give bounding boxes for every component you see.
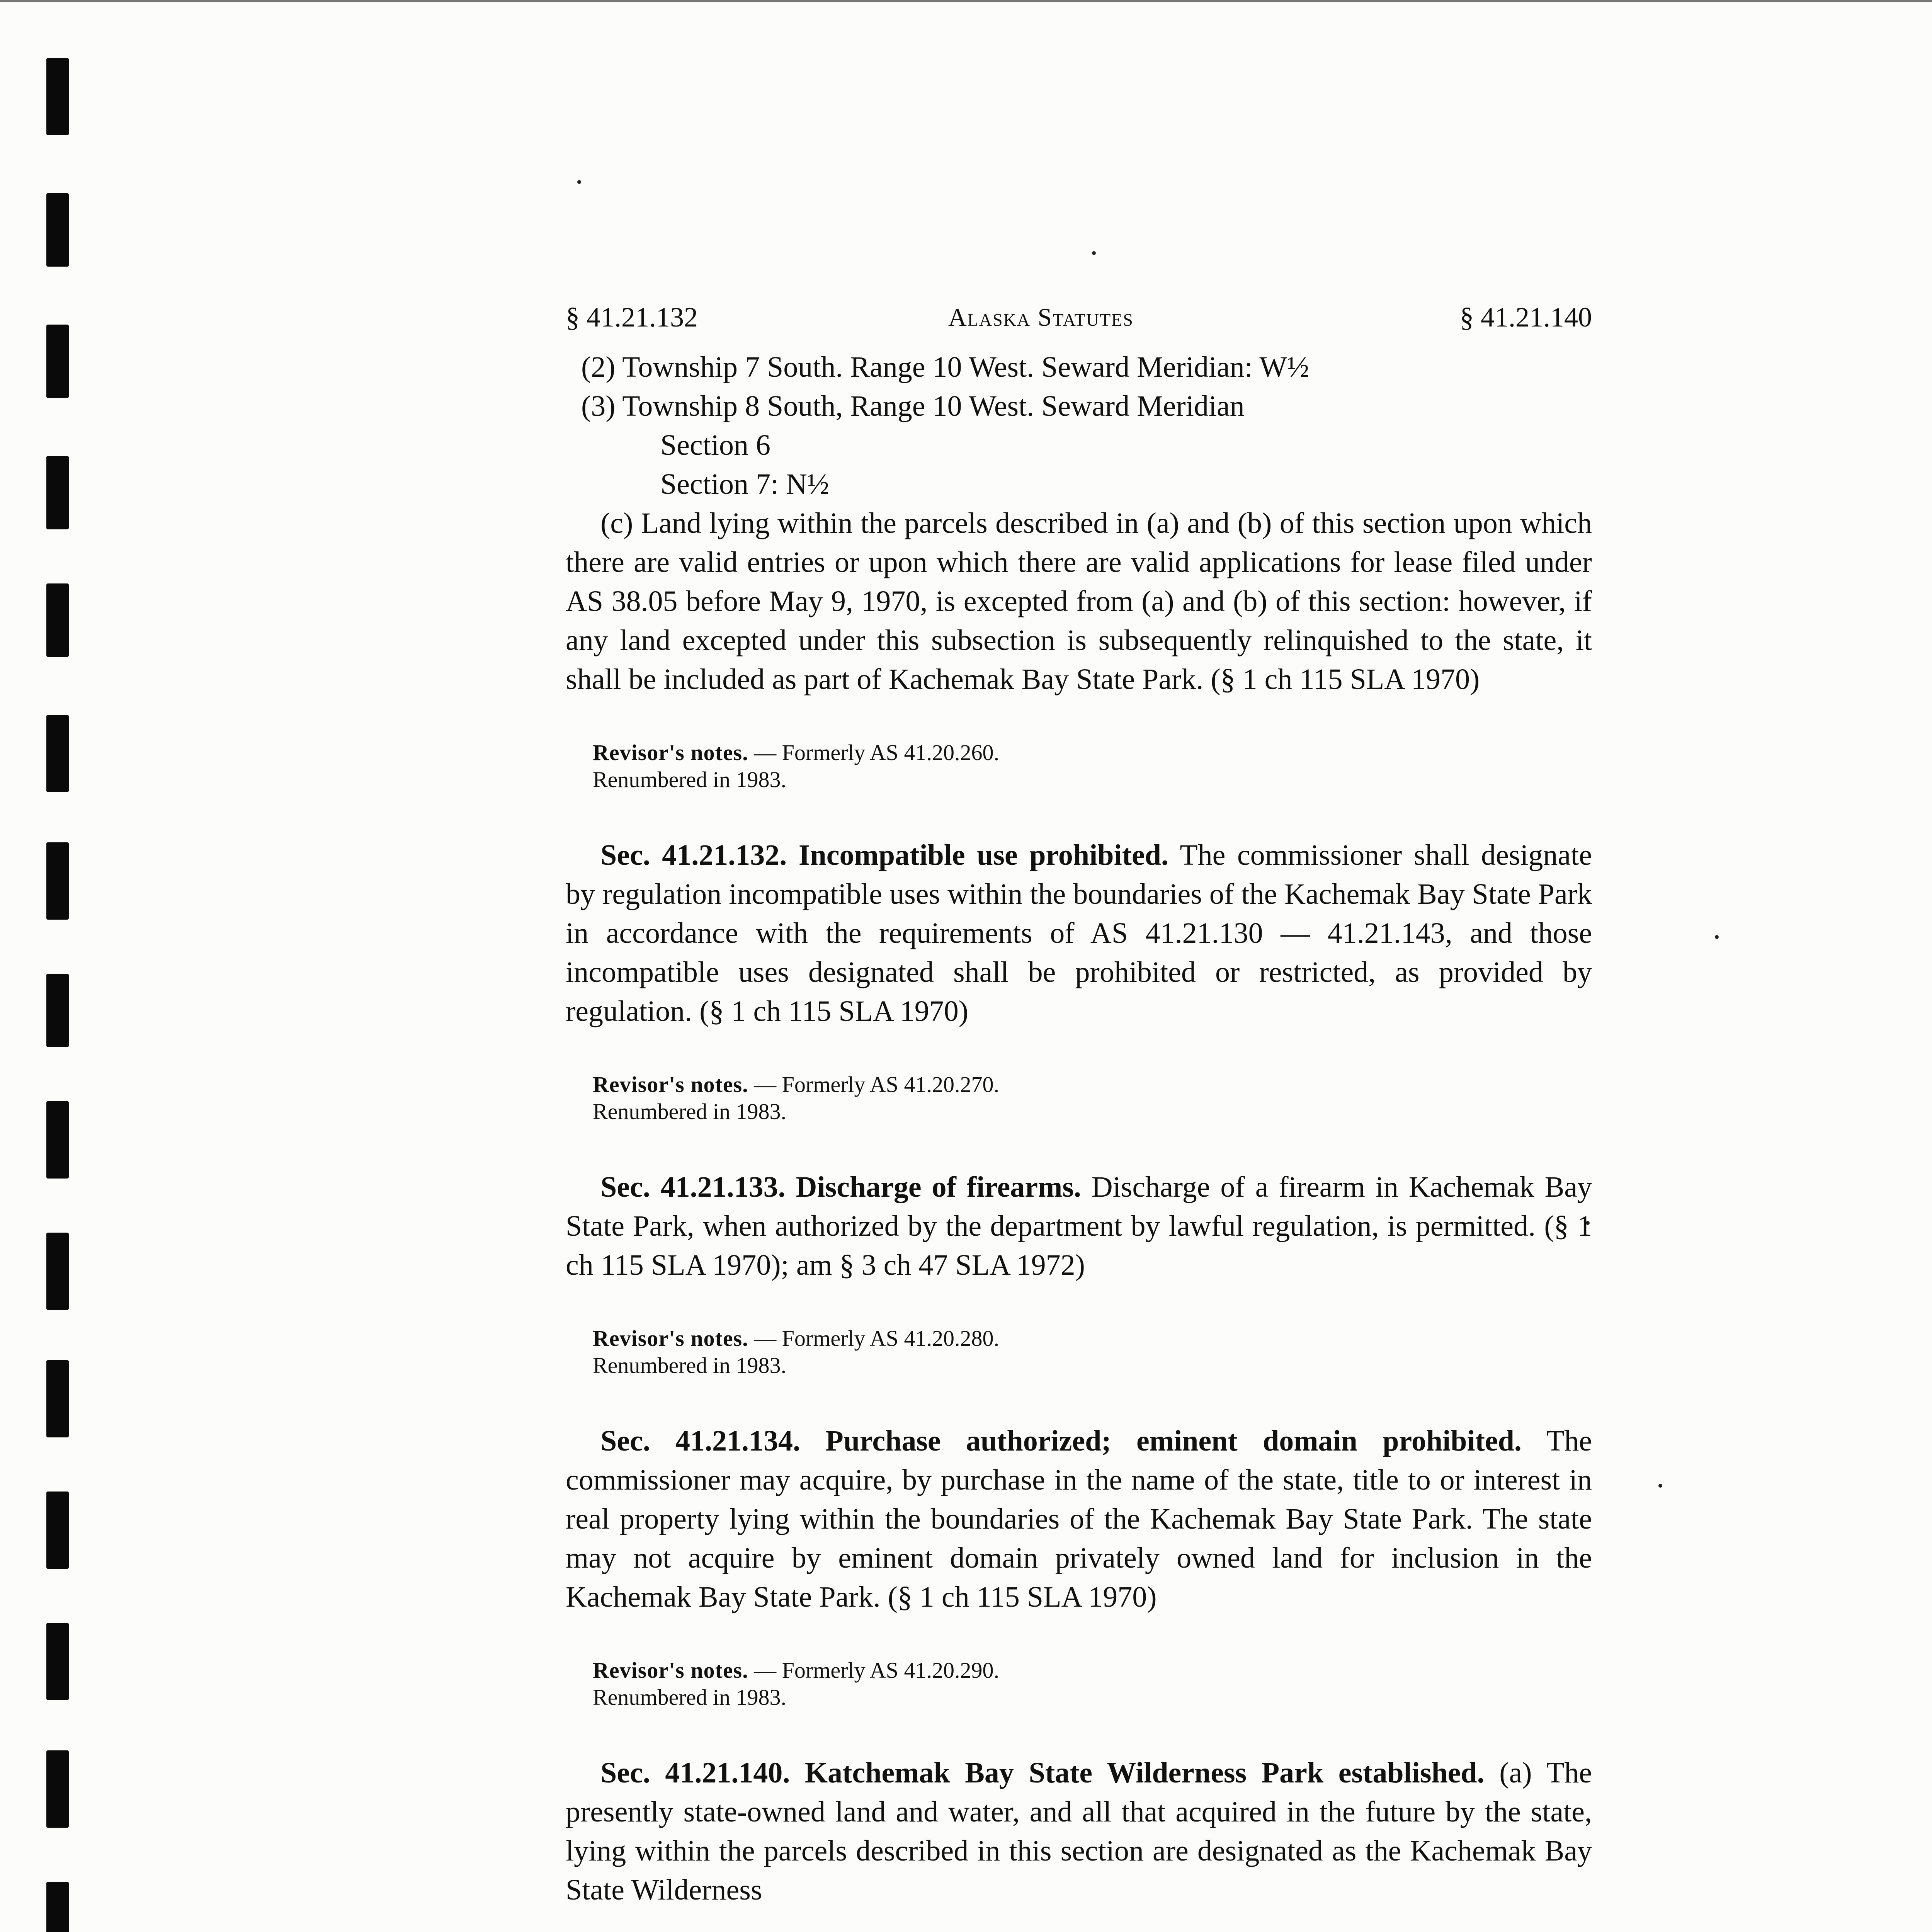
section-heading: Sec. 41.21.133. Discharge of firearms. (600, 1171, 1081, 1203)
section-body: (a) The presently state-owned land and water, and all that acquired in the future by the state, lying within the parcels described in this section are designated as the Kachemak Bay State Wilderness (566, 1757, 1592, 1906)
section-heading: Sec. 41.21.134. Purchase authorized; eminent domain prohibited. (600, 1425, 1522, 1457)
binding-hole-mark (46, 1882, 69, 1932)
binding-hole-mark (46, 193, 69, 267)
revisors-notes-text: — Formerly AS 41.20.270. Renumbered in 1983. (593, 1072, 999, 1124)
statute-section (566, 1422, 1592, 1617)
revisors-notes (593, 1325, 1076, 1379)
binding-hole-mark (46, 325, 69, 398)
binding-hole-mark (46, 1233, 69, 1310)
running-head-title: Alaska Statutes (948, 303, 1134, 332)
running-head-right-section: § 41.21.140 (1460, 302, 1592, 333)
binding-hole-mark (46, 1623, 69, 1700)
binding-hole-mark (46, 715, 69, 792)
section-item: Section 7: N½ (660, 468, 829, 500)
running-head-left-section: § 41.21.132 (566, 302, 698, 333)
township-item: (3) Township 8 South, Range 10 West. Seward Meridian (581, 390, 1245, 422)
section-item: Section 6 (660, 429, 770, 461)
statute-section (566, 1168, 1592, 1285)
binding-hole-mark (46, 1750, 69, 1828)
scan-speck (1715, 935, 1719, 939)
section-body: Discharge of a firearm in Kachemak Bay State Park, when authorized by the department by lawful regulation, is permitted. (§ 1 ch 115 SLA 1970); am § 3 ch 47 SLA 1972) (566, 1171, 1592, 1281)
revisors-notes-label: Revisor's notes. (593, 1326, 748, 1351)
running-head (566, 294, 1592, 348)
section-body: The commissioner may acquire, by purchase in the name of the state, title to or interest in real property lying within the boundaries of the Kachemak Bay State Park. The state may not acquire by eminent domain privately owned land for inclusion in the Kachemak Bay State Park. (§ 1 ch 115 SLA 1970) (566, 1425, 1592, 1613)
binding-hole-mark (46, 1492, 69, 1569)
section-body: The commissioner shall designate by regulation incompatible uses within the boundaries of the Kachemak Bay State Park in accordance with the requirements of AS 41.21.130 — 41.21.143, and those incompatible uses designated shall be prohibited or restricted, as provided by regulation. (§ 1 ch 115 SLA 1970) (566, 839, 1592, 1027)
revisors-notes (593, 1071, 1076, 1125)
revisors-notes (593, 739, 1076, 793)
revisors-notes-text: — Formerly AS 41.20.280. Renumbered in 1983. (593, 1326, 999, 1378)
scan-speck (1092, 251, 1096, 255)
revisors-notes (593, 1657, 1076, 1711)
scan-speck (1658, 1484, 1662, 1488)
revisors-notes-text: — Formerly AS 41.20.260. Renumbered in 1983. (593, 740, 999, 792)
township-item: (2) Township 7 South. Range 10 West. Seward Meridian: W½ (581, 351, 1310, 383)
binding-hole-mark (46, 1101, 69, 1179)
section-heading: Sec. 41.21.132. Incompatible use prohibited. (600, 839, 1168, 871)
revisors-notes-text: — Formerly AS 41.20.290. Renumbered in 1983. (593, 1658, 999, 1710)
scan-speck (577, 180, 581, 184)
statute-section (566, 836, 1592, 1031)
binding-hole-mark (46, 974, 69, 1047)
binding-hole-mark (46, 583, 69, 657)
revisors-notes-label: Revisor's notes. (593, 1072, 748, 1097)
section-heading: Sec. 41.21.140. Katchemak Bay State Wilderness Park established. (600, 1757, 1485, 1789)
binding-hole-mark (46, 456, 69, 529)
binding-hole-mark (46, 58, 69, 135)
statute-page (566, 294, 1592, 1910)
revisors-notes-label: Revisor's notes. (593, 740, 748, 765)
binding-hole-mark (46, 1360, 69, 1437)
binding-hole-mark (46, 842, 69, 920)
subsection-c-paragraph: (c) Land lying within the parcels described in (a) and (b) of this section upon which there are valid entries or upon which there are valid applications for lease filed under AS 38.05 before May 9, 1970, is excepted from (a) and (b) of this section: however, if any land excepted under this subsection is subsequently relinquished to the state, it shall be included as part of Kachemak Bay State Park. (§ 1 ch 115 SLA 1970) (566, 507, 1592, 696)
scan-top-edge (0, 0, 1932, 2)
revisors-notes-label: Revisor's notes. (593, 1658, 748, 1683)
statute-section (566, 1753, 1592, 1910)
